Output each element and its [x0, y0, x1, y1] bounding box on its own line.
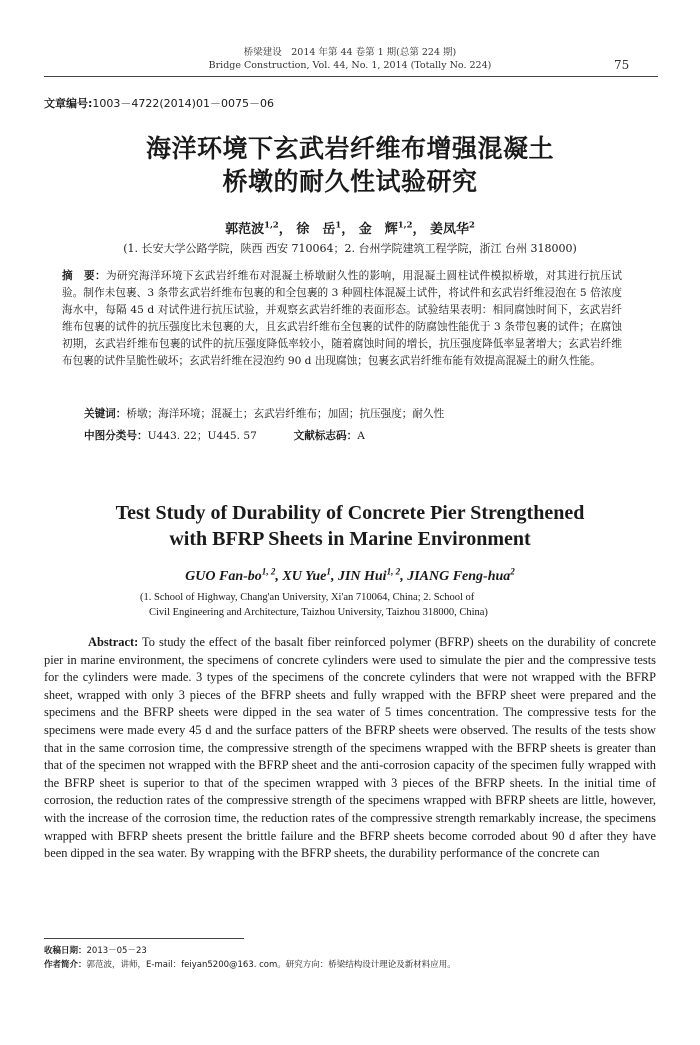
author-cn-sep: ，	[412, 222, 426, 237]
author-en-name: XU Yue	[282, 569, 327, 584]
journal-name-en: Bridge Construction, Vol. 44, No. 1, 2014 (Totally No. 224)	[208, 60, 492, 71]
author-en-sup: 1, 2	[261, 566, 276, 577]
article-number-label: 文章编号:	[44, 97, 93, 110]
header-rule	[44, 76, 658, 77]
abstract-cn	[62, 268, 622, 371]
doc-code-label: 文献标志码：	[293, 430, 358, 442]
author-cn-name: 金 辉	[358, 222, 398, 237]
affiliation-en	[140, 590, 600, 620]
journal-header	[0, 46, 700, 72]
author-en-name: JIN Hui	[337, 569, 387, 584]
received-label: 收稿日期：	[44, 946, 87, 956]
title-cn	[0, 132, 700, 198]
abstract-en-text: To study the effect of the basalt fiber reinforced polymer (BFRP) sheets on the durability of concrete pier in marine environment, the specimens of concrete cylinders were used to simulate the pier and the compressive tests for the cylinders were made. 3 types of the specimens of the concrete cylinders that were not wrapped with the BFRP sheet, wrapped with only 3 pieces of the BFRP sheets and fully wrapped with the BFRP sheet were prepared and the specimens and the BFRP sheets were dipped in the sea water of 5 times concentration. The compressive tests for the specimens were made every 45 d and the surface patters of the BFRP sheets were observed. The results of the tests show that in the same corrosion time, the compressive strength of the specimens wrapped with the BFRP sheets is greater than that of the specimen not wrapped with the BFRP sheet and the anti-corrosion capacity of the specimen fully wrapped with the BFRP sheet is superior to that of the specimen wrapped with 3 pieces of the BFRP sheets. In the initial time of corrosion, the reduction rates of the compressive strength of the specimens wrapped with BFRP sheets are little, however, with the increase of the corrosion time, the reduction rates of the compressive strength remarkably increase, the specimens wrapped with BFRP sheets present the brittle failure and the BFRP sheets become corroded about 90 d after they have been dipped in the sea water. By wrapping with the BFRP sheets, the durability performance of the concrete can	[44, 635, 656, 861]
abstract-en	[44, 634, 656, 863]
title-en-line1: Test Study of Durability of Concrete Pier Strengthened	[115, 502, 585, 524]
author-cn-sep: ，	[341, 222, 355, 237]
title-en	[0, 500, 700, 552]
keywords-cn	[84, 406, 444, 421]
author-cn-name: 姜凤华	[430, 222, 470, 237]
author-en-name: GUO Fan-bo	[185, 569, 262, 584]
abstract-cn-text: 为研究海洋环境下玄武岩纤维布对混凝土桥墩耐久性的影响，用混凝土圆柱试件模拟桥墩，对其进行抗压试验。制作未包裹、3 条带玄武岩纤维布包裹的和全包裹的 3 种圆柱体混凝土试件，将试件和玄武岩纤维浸泡在 5 倍浓度海水中，每隔 45 d 对试件进行抗压试验，并观察玄武岩纤维的表面形态。试验结果表明：相同腐蚀时间下，玄武岩纤维布包裹的试件的抗压强度比未包裹的大，且玄武岩纤维布全包裹的试件的防腐蚀性能优于 3 条带包裹的试件；在腐蚀初期，玄武岩纤维布包裹的试件的抗压强度降低率较小，随着腐蚀时间的增长，抗压强度降低率显著增大；玄武岩纤维布包裹的试件呈脆性破坏；玄武岩纤维在浸泡约 90 d 出现腐蚀；包裹玄武岩纤维布能有效提高混凝土的耐久性能。	[62, 270, 622, 368]
author-cn-name: 徐 岳	[296, 222, 336, 237]
received-date	[44, 944, 147, 956]
classification	[84, 428, 365, 443]
article-number-value: 1003－4722(2014)01－0075－06	[92, 97, 274, 110]
doc-code-value: A	[357, 430, 365, 442]
author-cn-sup: 1	[335, 219, 342, 230]
authors-cn	[0, 218, 700, 237]
footnote-rule	[44, 938, 244, 939]
author-en-sep: ,	[275, 569, 283, 584]
author-en-sep: ,	[400, 569, 408, 584]
journal-name-cn: 桥梁建设 2014 年第 44 卷第 1 期(总第 224 期)	[243, 47, 457, 58]
author-en-sep: ,	[330, 569, 338, 584]
author-bio	[44, 958, 456, 970]
author-cn-name: 郭范波	[225, 222, 265, 237]
author-cn-sep: ，	[278, 222, 292, 237]
author-cn-sup: 2	[469, 219, 475, 230]
author-cn-sup: 1,2	[264, 219, 279, 230]
author-en-name: JIANG Feng-hua	[407, 569, 511, 584]
keywords-cn-text: 桥墩；海洋环境；混凝土；玄武岩纤维布；加固；抗压强度；耐久性	[126, 408, 445, 420]
author-en-sup: 2	[510, 566, 515, 577]
abstract-cn-label: 摘 要：	[62, 270, 106, 282]
keywords-cn-label: 关键词：	[84, 408, 127, 420]
page-number: 75	[614, 58, 630, 72]
classification-value: U443. 22；U445. 57	[147, 430, 257, 442]
affiliation-en-line1: (1. School of Highway, Chang'an University, Xi'an 710064, China; 2. School of	[140, 592, 475, 603]
title-cn-line2: 桥墩的耐久性试验研究	[222, 167, 478, 196]
received-value: 2013－05－23	[86, 946, 147, 956]
author-bio-value: 郭范波，讲师，E-mail：feiyan5200@163. com。研究方向：桥梁结构设计理论及新材料应用。	[86, 960, 456, 970]
author-en-sup: 1, 2	[386, 566, 401, 577]
affiliation-en-line2: Civil Engineering and Architecture, Taizhou University, Taizhou 318000, China)	[149, 607, 488, 618]
article-number	[44, 95, 274, 111]
affiliation-cn: (1. 长安大学公路学院，陕西 西安 710064；2. 台州学院建筑工程学院，浙江 台州 318000)	[123, 242, 577, 255]
title-cn-line1: 海洋环境下玄武岩纤维布增强混凝土	[145, 134, 554, 163]
author-bio-label: 作者简介：	[44, 960, 87, 970]
classification-label: 中图分类号：	[84, 430, 148, 442]
authors-en	[0, 566, 700, 585]
abstract-en-label: Abstract:	[88, 635, 139, 649]
title-en-line2: with BFRP Sheets in Marine Environment	[169, 528, 531, 550]
author-cn-sup: 1,2	[397, 219, 413, 230]
author-en-sup: 1	[326, 566, 331, 577]
